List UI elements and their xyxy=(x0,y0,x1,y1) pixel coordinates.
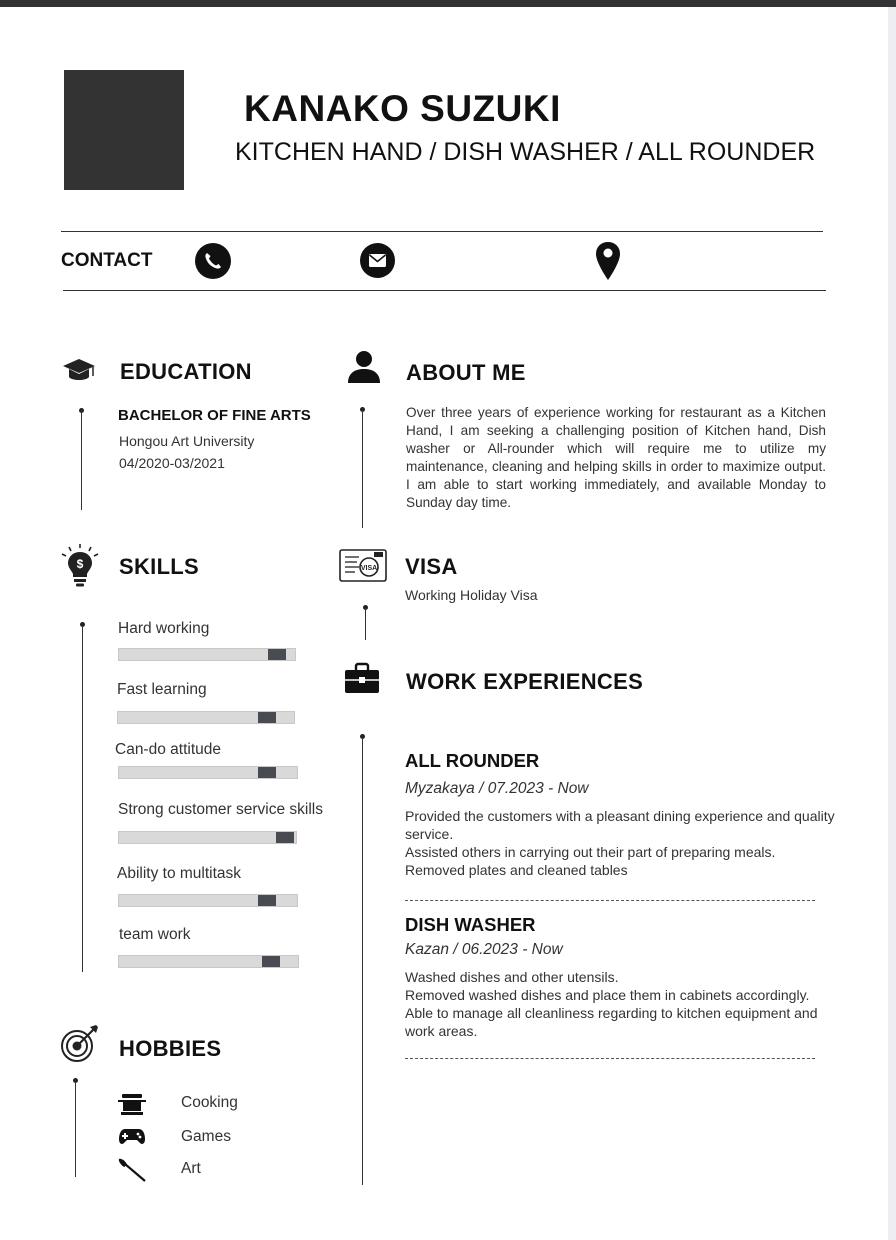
visa-title: VISA xyxy=(405,554,458,579)
education-degree: BACHELOR OF FINE ARTS xyxy=(118,407,311,424)
target-icon xyxy=(60,1024,100,1064)
right-border xyxy=(888,7,896,1240)
job-description xyxy=(405,807,845,879)
graduation-cap-icon xyxy=(62,358,96,384)
skill-bar-fill xyxy=(262,956,280,967)
education-school: Hongou Art University xyxy=(119,433,255,449)
education-title: EDUCATION xyxy=(120,359,252,384)
skill-bar xyxy=(118,648,296,661)
skill-label: Can-do attitude xyxy=(115,741,221,758)
education-timeline xyxy=(81,410,82,510)
skill-bar xyxy=(117,711,295,724)
skill-bar xyxy=(118,766,298,779)
visa-timeline xyxy=(365,608,366,640)
svg-text:$: $ xyxy=(76,557,84,571)
svg-text:VISA: VISA xyxy=(360,565,378,572)
education-dates: 04/2020-03/2021 xyxy=(119,455,225,471)
hobby-label: Games xyxy=(181,1128,231,1145)
hobbies-timeline xyxy=(75,1081,76,1177)
hobbies-title: HOBBIES xyxy=(119,1036,222,1061)
divider-top xyxy=(61,231,823,232)
job-description xyxy=(405,968,865,1040)
work-timeline xyxy=(362,737,363,1185)
lightbulb-icon xyxy=(61,544,99,588)
skill-bar-fill xyxy=(268,649,286,660)
briefcase-icon xyxy=(344,664,380,694)
profile-photo xyxy=(64,70,184,190)
job-line: Removed washed dishes and place them in cabinets accordingly. xyxy=(405,987,810,1003)
mail-icon xyxy=(360,243,395,278)
location-pin-icon xyxy=(596,242,620,280)
resume-job-title: KITCHEN HAND / DISH WASHER / ALL ROUNDER xyxy=(235,138,816,166)
job-line: Able to manage all cleanliness regarding to kitchen equipment and work areas. xyxy=(405,1005,818,1039)
top-border xyxy=(0,0,896,7)
skill-bar-fill xyxy=(258,712,276,723)
job-line: Assisted others in carrying out their part of preparing meals. xyxy=(405,844,776,860)
skill-label: Fast learning xyxy=(117,681,207,698)
paintbrush-icon xyxy=(118,1158,146,1182)
job-line: Removed plates and cleaned tables xyxy=(405,862,628,878)
hobby-label: Cooking xyxy=(181,1094,238,1111)
dashed-divider xyxy=(405,900,815,901)
skill-bar-fill xyxy=(258,767,276,778)
skill-label: Hard working xyxy=(118,620,210,637)
skills-timeline xyxy=(82,625,83,972)
about-title: ABOUT ME xyxy=(406,360,526,385)
phone-icon xyxy=(195,243,231,279)
skill-label: team work xyxy=(119,926,191,943)
skill-bar xyxy=(118,955,299,968)
job-place: Myzakaya / 07.2023 - Now xyxy=(405,780,589,797)
skill-bar xyxy=(118,831,297,844)
job-role: DISH WASHER xyxy=(405,914,536,935)
skill-bar xyxy=(118,894,298,907)
hobby-label: Art xyxy=(181,1160,201,1177)
skill-bar-fill xyxy=(258,895,276,906)
person-icon xyxy=(347,350,381,384)
cooking-pot-icon xyxy=(118,1094,146,1116)
contact-label: CONTACT xyxy=(61,250,153,271)
visa-card-icon xyxy=(339,549,387,583)
skills-title: SKILLS xyxy=(119,554,200,579)
work-title: WORK EXPERIENCES xyxy=(406,669,644,694)
divider-bottom xyxy=(63,290,826,291)
visa-text: Working Holiday Visa xyxy=(405,587,538,603)
job-place: Kazan / 06.2023 - Now xyxy=(405,941,563,958)
skill-label: Strong customer service skills xyxy=(118,801,324,818)
job-line: Washed dishes and other utensils. xyxy=(405,969,619,985)
about-text: Over three years of experience working for restaurant as a Kitchen Hand, I am seeking a challenging position of Kitchen hand, Dish washer or All-rounder which will require me to utilize my maintenance, cleaning and helping skills in order to maximize output. I am able to start working immediately, and available Monday to Sunday day time. xyxy=(406,405,826,510)
gamepad-icon xyxy=(118,1128,146,1146)
skill-label: Ability to multitask xyxy=(117,865,242,882)
dashed-divider xyxy=(405,1058,815,1059)
resume-name: KANAKO SUZUKI xyxy=(244,88,561,129)
job-line: Provided the customers with a pleasant dining experience and quality service. xyxy=(405,808,835,842)
about-timeline xyxy=(362,410,363,528)
job-role: ALL ROUNDER xyxy=(405,750,540,771)
skill-bar-fill xyxy=(276,832,294,843)
